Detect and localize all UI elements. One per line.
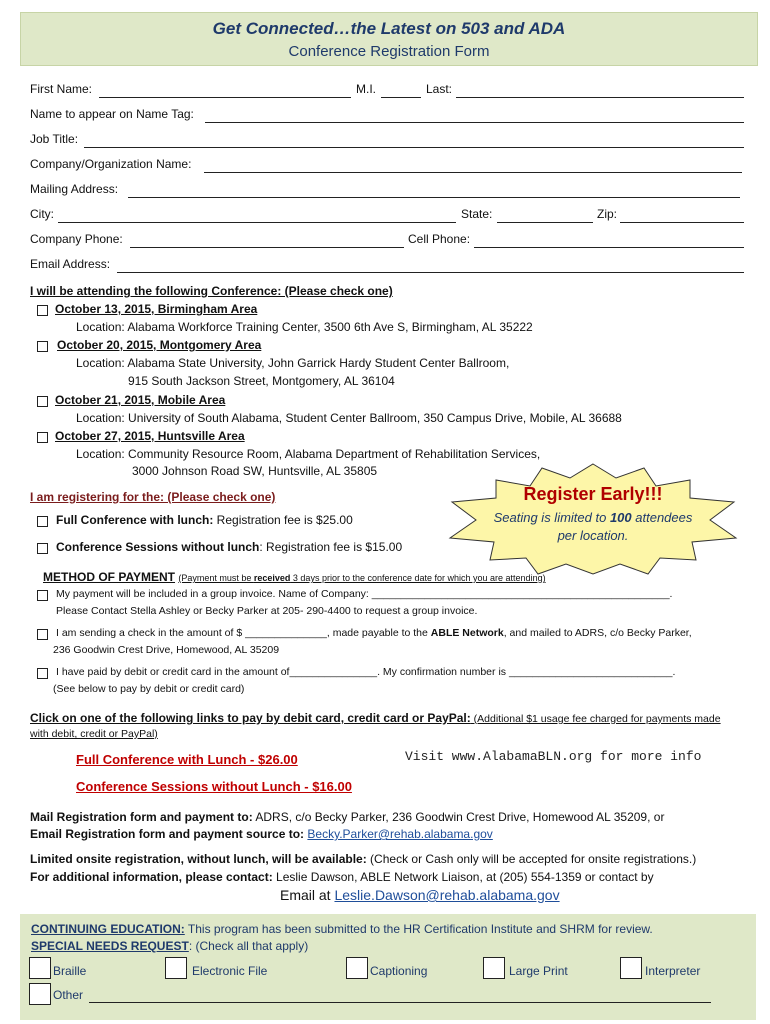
checkbox-other[interactable]	[29, 983, 51, 1005]
full-conference-fee: Registration fee is $25.00	[213, 513, 353, 527]
first-name-label: First Name:	[30, 82, 93, 96]
registering-heading: I am registering for the: (Please check one)	[30, 490, 276, 504]
company-phone-field[interactable]	[130, 231, 404, 248]
links-heading: Click on one of the following links to pay by debit card, credit card or PayPal: (Additional $1 usage fee charged for payments made	[30, 711, 721, 725]
last-name-field[interactable]	[456, 81, 744, 98]
last-name-label: Last:	[426, 82, 453, 96]
sessions-only-fee: : Registration fee is $15.00	[259, 540, 403, 554]
checkbox-captioning[interactable]	[346, 957, 368, 979]
leslie-email-link[interactable]: Leslie.Dawson@rehab.alabama.gov	[334, 887, 560, 903]
location-birmingham: Location: Alabama Workforce Training Center, 3500 6th Ave S, Birmingham, AL 35222	[76, 320, 533, 334]
group-invoice-text: My payment will be included in a group invoice. Name of Company: ___________________________________________________.	[56, 588, 673, 600]
city-field[interactable]	[58, 206, 456, 223]
captioning-label: Captioning	[370, 964, 428, 978]
check-payment-text: I am sending a check in the amount of $ ______________, made payable to the ABLE Network, and mailed to ADRS, c/o Becky Parker,	[56, 627, 692, 639]
checkbox-full-conference[interactable]	[37, 516, 48, 527]
additional-info-text: For additional information, please contact: Leslie Dawson, ABLE Network Liaison, at (205) 554-1359 or contact by	[30, 870, 654, 884]
email-field[interactable]	[117, 256, 744, 273]
checkbox-card-payment[interactable]	[37, 668, 48, 679]
payment-heading: METHOD OF PAYMENT (Payment must be received 3 days prior to the conference date for which you are attending)	[43, 570, 546, 584]
mi-label: M.I.	[356, 82, 376, 96]
footer-panel	[20, 914, 756, 1020]
onsite-registration-text: Limited onsite registration, without lunch, will be available: (Check or Cash only will be accepted for onsite registrations.)	[30, 852, 697, 866]
group-invoice-contact: Please Contact Stella Ashley or Becky Parker at 205- 290-4400 to request a group invoice.	[56, 605, 478, 617]
location-montgomery-line2: 915 South Jackson Street, Montgomery, AL 36104	[128, 374, 395, 388]
links-note: with debit, credit or PayPal)	[30, 728, 158, 740]
checkbox-birmingham[interactable]	[37, 305, 48, 316]
large-print-label: Large Print	[509, 964, 568, 978]
mail-registration-text: Mail Registration form and payment to: ADRS, c/o Becky Parker, 236 Goodwin Crest Drive, Homewood AL 35209, or	[30, 810, 665, 824]
location-huntsville: Location: Community Resource Room, Alabama Department of Rehabilitation Services,	[76, 447, 541, 461]
first-name-field[interactable]	[99, 81, 351, 98]
mailing-field[interactable]	[128, 181, 740, 198]
leslie-email-line: Email at Leslie.Dawson@rehab.alabama.gov	[280, 887, 560, 903]
register-early-burst	[448, 462, 738, 576]
checkbox-mobile[interactable]	[37, 396, 48, 407]
name-tag-label: Name to appear on Name Tag:	[30, 107, 194, 121]
full-conference-option	[56, 513, 353, 527]
form-header	[20, 12, 758, 66]
interpreter-label: Interpreter	[645, 964, 701, 978]
register-early-title: Register Early!!!	[523, 484, 663, 504]
checkbox-huntsville[interactable]	[37, 432, 48, 443]
name-tag-field[interactable]	[205, 106, 744, 123]
conference-date-mobile: October 21, 2015, Mobile Area	[55, 393, 226, 407]
company-label: Company/Organization Name:	[30, 157, 192, 171]
job-title-label: Job Title:	[30, 132, 79, 146]
checkbox-check-payment[interactable]	[37, 629, 48, 640]
full-conference-label: Full Conference with lunch:	[56, 513, 214, 527]
form-subtitle: Conference Registration Form	[288, 43, 490, 60]
payment-note: (Payment must be received 3 days prior to the conference date for which you are attending)	[178, 573, 546, 583]
braille-label: Braille	[53, 964, 87, 978]
email-registration-text: Email Registration form and payment source to: Becky.Parker@rehab.alabama.gov	[30, 827, 493, 841]
cell-phone-field[interactable]	[474, 231, 744, 248]
checkbox-group-invoice[interactable]	[37, 590, 48, 601]
checkbox-braille[interactable]	[29, 957, 51, 979]
company-phone-label: Company Phone:	[30, 232, 123, 246]
state-field[interactable]	[497, 206, 593, 223]
zip-field[interactable]	[620, 206, 744, 223]
other-field[interactable]	[89, 986, 711, 1003]
card-payment-text: I have paid by debit or credit card in the amount of_______________. My confirmation number is ____________________________.	[56, 666, 676, 678]
checkbox-interpreter[interactable]	[620, 957, 642, 979]
per-location-text: per location.	[557, 528, 629, 543]
zip-label: Zip:	[597, 207, 618, 221]
check-mail-address: 236 Goodwin Crest Drive, Homewood, AL 35209	[53, 644, 280, 656]
special-needs-heading: SPECIAL NEEDS REQUEST: (Check all that apply)	[31, 939, 309, 953]
location-huntsville-line2: 3000 Johnson Road SW, Huntsville, AL 35805	[132, 464, 378, 478]
email-label: Email Address:	[30, 257, 111, 271]
other-label: Other	[53, 988, 84, 1002]
checkbox-montgomery[interactable]	[37, 341, 48, 352]
visit-website-text: Visit www.AlabamaBLN.org for more info	[405, 749, 702, 764]
seating-limit-text: Seating is limited to 100 attendees	[493, 510, 693, 525]
checkbox-sessions-only[interactable]	[37, 543, 48, 554]
conference-date-birmingham: October 13, 2015, Birmingham Area	[55, 302, 258, 316]
cell-phone-label: Cell Phone:	[408, 232, 471, 246]
sessions-only-label: Conference Sessions without lunch	[56, 540, 260, 554]
form-title: Get Connected…the Latest on 503 and ADA	[212, 19, 566, 38]
conference-date-montgomery: October 20, 2015, Montgomery Area	[57, 338, 262, 352]
state-label: State:	[461, 207, 493, 221]
conference-heading: I will be attending the following Conference: (Please check one)	[30, 284, 393, 298]
location-montgomery: Location: Alabama State University, John Garrick Hardy Student Center Ballroom,	[76, 356, 510, 370]
checkbox-electronic-file[interactable]	[165, 957, 187, 979]
mailing-label: Mailing Address:	[30, 182, 119, 196]
conference-date-huntsville: October 27, 2015, Huntsville Area	[55, 429, 245, 443]
pay-sessions-link[interactable]: Conference Sessions without Lunch - $16.00	[76, 779, 352, 794]
job-title-field[interactable]	[84, 131, 744, 148]
electronic-file-label: Electronic File	[192, 964, 268, 978]
card-payment-note: (See below to pay by debit or credit card)	[53, 683, 245, 695]
sessions-only-option	[56, 540, 402, 554]
becky-email-link[interactable]: Becky.Parker@rehab.alabama.gov	[307, 827, 493, 841]
company-field[interactable]	[204, 156, 742, 173]
continuing-education-text: CONTINUING EDUCATION: This program has been submitted to the HR Certification Institute and SHRM for review.	[31, 922, 653, 936]
pay-full-conference-link[interactable]: Full Conference with Lunch - $26.00	[76, 752, 298, 767]
city-label: City:	[30, 207, 54, 221]
mi-field[interactable]	[381, 81, 421, 98]
location-mobile: Location: University of South Alabama, Student Center Ballroom, 350 Campus Drive, Mobile, AL 36688	[76, 411, 622, 425]
checkbox-large-print[interactable]	[483, 957, 505, 979]
